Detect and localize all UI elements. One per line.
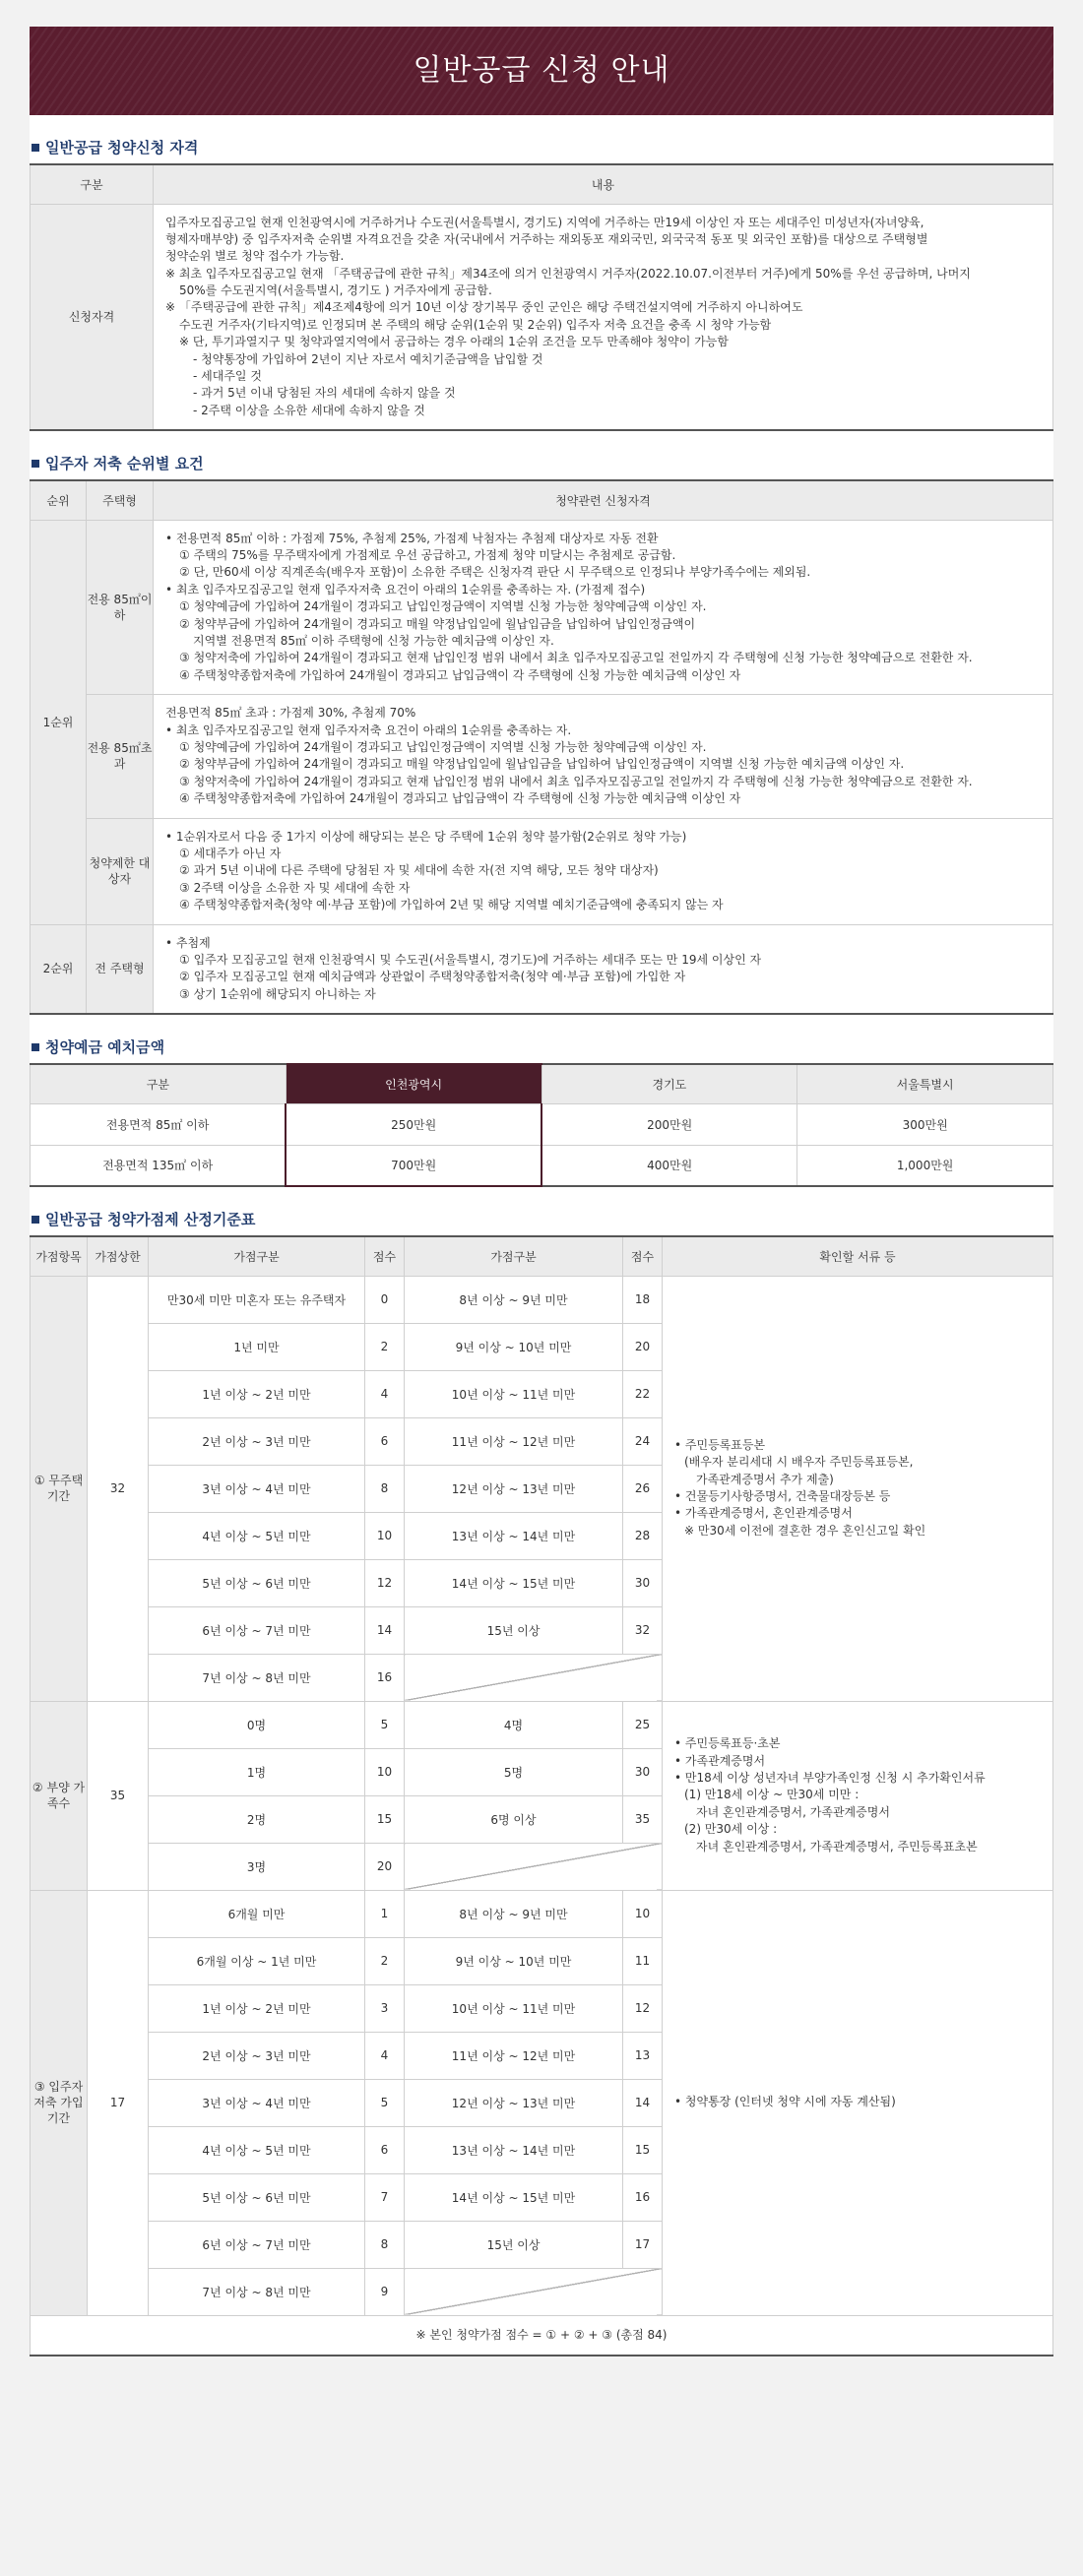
table-row (31, 1701, 1053, 1748)
points-category: 6개월 이상 ~ 1년 미만 (149, 1937, 365, 1984)
text-line: 형제자매부양) 중 입주자저축 순위별 자격요건을 갖춘 자(국내에서 거주하는 재외동포 재외국민, 외국국적 동포 및 외국인 포함)를 대상으로 주택형별 (165, 231, 928, 246)
points-category: 0명 (149, 1701, 365, 1748)
document-line: 자녀 혼인관계증명서, 가족관계증명서 (696, 1804, 890, 1819)
bullet-square-icon (32, 460, 39, 468)
points-score: 14 (623, 2079, 663, 2126)
points-score: 13 (623, 2032, 663, 2079)
type-all: 전 주택형 (87, 924, 154, 1014)
header-documents: 확인할 서류 등 (663, 1236, 1053, 1276)
points-category: 1년 이상 ~ 2년 미만 (149, 1370, 365, 1417)
text-line: ① 세대주가 아닌 자 (179, 846, 282, 860)
points-group-max: 35 (88, 1701, 149, 1890)
section-title-text: 일반공급 청약신청 자격 (45, 139, 199, 157)
deposit-row-label: 전용면적 135㎡ 이하 (31, 1145, 287, 1186)
points-category: 5명 (405, 1748, 623, 1795)
points-category: 3년 이상 ~ 4년 미만 (149, 2079, 365, 2126)
points-group-label: ① 무주택 기간 (31, 1276, 88, 1701)
header-rank: 순위 (31, 480, 87, 520)
required-documents (663, 1701, 1053, 1890)
text-line: - 청약통장에 가입하여 2년이 지난 자로서 예치기준금액을 납입할 것 (193, 351, 543, 366)
header-category: 가점구분 (405, 1236, 623, 1276)
text-line: ① 주택의 75%를 무주택자에게 가점제로 우선 공급하고, 가점제 청약 미달시는 추첨제로 공급함. (179, 548, 676, 563)
text-line: ② 입주자 모집공고일 현재 예치금액과 상관없이 주택청약종합저축(청약 예·부금 포함)에 가입한 자 (179, 970, 686, 984)
points-category: 7 (365, 2173, 405, 2221)
rank-1-label: 1순위 (31, 520, 87, 924)
section-title-text: 일반공급 청약가점제 산정기준표 (45, 1211, 256, 1229)
document-line: ※ 만30세 이전에 결혼한 경우 혼인신고일 확인 (684, 1523, 926, 1538)
points-category: 9 (365, 2268, 405, 2315)
points-score: 16 (623, 2173, 663, 2221)
points-category: 4년 이상 ~ 5년 미만 (149, 1512, 365, 1559)
page-title: 일반공급 신청 안내 (30, 27, 1053, 115)
points-category: 11년 이상 ~ 12년 미만 (405, 2032, 623, 2079)
bullet-square-icon (32, 1043, 39, 1051)
type-restricted: 청약제한 대상자 (87, 818, 154, 924)
points-score: 26 (623, 1465, 663, 1512)
text-line: ② 청약부금에 가입하여 24개월이 경과되고 매월 약정납입일에 월납입금을 납입하여 납입인정금액이 (179, 616, 696, 631)
document-line: • 주민등록표등·초본 (674, 1736, 781, 1751)
points-score: 22 (623, 1370, 663, 1417)
empty-diagonal-cell (405, 2268, 663, 2315)
points-category: 13년 이상 ~ 14년 미만 (405, 1512, 623, 1559)
text-line: 청약순위 별로 청약 접수가 가능함. (165, 249, 345, 264)
section-title-eligibility (30, 137, 1053, 157)
points-category: 8 (365, 1465, 405, 1512)
points-category: 3명 (149, 1843, 365, 1890)
points-category: 14년 이상 ~ 15년 미만 (405, 2173, 623, 2221)
page (30, 27, 1053, 2356)
points-category: 2 (365, 1937, 405, 1984)
points-category: 5 (365, 1701, 405, 1748)
points-score: 30 (623, 1559, 663, 1606)
points-category: 14 (365, 1606, 405, 1654)
text-line: • 최초 입주자모집공고일 현재 입주자저축 요건이 아래의 1순위를 충족하는 자. (165, 723, 572, 737)
points-body (31, 1276, 1053, 2315)
points-score: 18 (623, 1276, 663, 1323)
points-category: 2명 (149, 1795, 365, 1843)
points-footnote: ※ 본인 청약가점 점수 = ① + ② + ③ (총점 84) (31, 2315, 1053, 2356)
required-documents (663, 1276, 1053, 1701)
deposit-table (30, 1063, 1053, 1187)
header-category: 가점구분 (149, 1236, 365, 1276)
points-category: 7년 이상 ~ 8년 미만 (149, 1654, 365, 1701)
points-score: 25 (623, 1701, 663, 1748)
points-category: 6년 이상 ~ 7년 미만 (149, 2221, 365, 2268)
section-title-rank (30, 453, 1053, 473)
points-category: 0 (365, 1276, 405, 1323)
points-category: 5 (365, 2079, 405, 2126)
document-line: (2) 만30세 이상 : (684, 1822, 778, 1837)
deposit-value: 400만원 (542, 1145, 797, 1186)
points-category: 3 (365, 1984, 405, 2032)
text-line: • 추첨제 (165, 935, 211, 950)
points-score: 12 (623, 1984, 663, 2032)
points-category: 10 (365, 1748, 405, 1795)
points-category: 4 (365, 2032, 405, 2079)
header-type: 주택형 (87, 480, 154, 520)
points-category: 13년 이상 ~ 14년 미만 (405, 2126, 623, 2173)
text-line: 전용면적 85㎡ 초과 : 가점제 30%, 추첨제 70% (165, 706, 416, 721)
text-line: • 최초 입주자모집공고일 현재 입주자저축 요건이 아래의 1순위를 충족하는 자. (가점제 접수) (165, 582, 646, 597)
text-line: ※ 단, 투기과열지구 및 청약과열지역에서 공급하는 경우 아래의 1순위 조건을 모두 만족해야 청약이 가능함 (179, 335, 729, 349)
points-category: 9년 이상 ~ 10년 미만 (405, 1937, 623, 1984)
text-line: • 1순위자로서 다음 중 1가지 이상에 해당되는 분은 당 주택에 1순위 청약 불가함(2순위로 청약 가능) (165, 829, 687, 844)
rank1-restricted-content (154, 818, 1053, 924)
points-score: 11 (623, 1937, 663, 1984)
points-category: 15년 이상 (405, 2221, 623, 2268)
deposit-value: 1,000만원 (797, 1145, 1053, 1186)
row-label-eligibility: 신청자격 (31, 204, 154, 430)
points-category: 9년 이상 ~ 10년 미만 (405, 1323, 623, 1370)
deposit-value: 300만원 (797, 1103, 1053, 1145)
points-score: 32 (623, 1606, 663, 1654)
section-title-points (30, 1209, 1053, 1229)
deposit-row-label: 전용면적 85㎡ 이하 (31, 1103, 287, 1145)
text-line: ② 단, 만60세 이상 직계존속(배우자 포함)이 소유한 주택은 신청자격 판단 시 무주택으로 인정되나 부양가족수에는 제외됨. (179, 565, 811, 580)
eligibility-table (30, 163, 1053, 431)
points-group-max: 32 (88, 1276, 149, 1701)
points-category: 4명 (405, 1701, 623, 1748)
deposit-value: 250만원 (286, 1103, 542, 1145)
header-type: 구분 (31, 164, 154, 204)
document-line: • 청약통장 (인터넷 청약 시에 자동 계산됨) (674, 2095, 896, 2109)
points-score: 24 (623, 1417, 663, 1465)
table-row (31, 1890, 1053, 1937)
rank1-85-over-content (154, 695, 1053, 818)
header-score: 점수 (365, 1236, 405, 1276)
points-category: 1년 이상 ~ 2년 미만 (149, 1984, 365, 2032)
points-category: 1년 미만 (149, 1323, 365, 1370)
document-line: 자녀 혼인관계증명서, 가족관계증명서, 주민등록표초본 (696, 1839, 978, 1853)
points-category: 4년 이상 ~ 5년 미만 (149, 2126, 365, 2173)
points-category: 2 (365, 1323, 405, 1370)
bullet-square-icon (32, 144, 39, 152)
document-line: • 가족관계증명서 (674, 1753, 766, 1768)
required-documents (663, 1890, 1053, 2315)
text-line: 수도권 거주자(기타지역)로 인정되며 본 주택의 해당 순위(1순위 및 2순위) 입주자 저축 요건을 충족 시 청약 가능함 (179, 317, 772, 332)
text-line: 50%를 수도권지역(서울특별시, 경기도 ) 거주자에게 공급함. (179, 283, 492, 298)
points-category: 1명 (149, 1748, 365, 1795)
points-category: 12년 이상 ~ 13년 미만 (405, 2079, 623, 2126)
header-score: 점수 (623, 1236, 663, 1276)
header-incheon: 인천광역시 (286, 1064, 542, 1103)
points-score: 17 (623, 2221, 663, 2268)
deposit-value: 700만원 (286, 1145, 542, 1186)
points-category: 6 (365, 2126, 405, 2173)
document-line: • 주민등록표등본 (674, 1437, 766, 1452)
points-group-max: 17 (88, 1890, 149, 2315)
text-line: ① 청약예금에 가입하여 24개월이 경과되고 납입인정금액이 지역별 신청 가능한 청약예금액 이상인 자. (179, 599, 707, 614)
points-category: 7년 이상 ~ 8년 미만 (149, 2268, 365, 2315)
points-category: 12년 이상 ~ 13년 미만 (405, 1465, 623, 1512)
document-line: 가족관계증명서 추가 제출) (696, 1472, 834, 1486)
points-category: 20 (365, 1843, 405, 1890)
rank2-content (154, 924, 1053, 1014)
rank-2-label: 2순위 (31, 924, 87, 1014)
document-line: (1) 만18세 이상 ~ 만30세 미만 : (684, 1788, 860, 1802)
header-content: 청약관련 신청자격 (154, 480, 1053, 520)
empty-diagonal-cell (405, 1654, 663, 1701)
table-row (31, 1276, 1053, 1323)
points-group-label: ② 부양 가족수 (31, 1701, 88, 1890)
text-line: 입주자모집공고일 현재 인천광역시에 거주하거나 수도권(서울특별시, 경기도) 지역에 거주하는 만19세 이상인 자 또는 세대주인 미성년자(자녀양육, (165, 215, 924, 229)
text-line: - 세대주일 것 (193, 369, 262, 384)
text-line: ③ 상기 1순위에 해당되지 아니하는 자 (179, 986, 376, 1001)
document-line: (배우자 분리세대 시 배우자 주민등록표등본, (684, 1455, 914, 1470)
points-table (30, 1235, 1053, 2356)
points-category: 14년 이상 ~ 15년 미만 (405, 1559, 623, 1606)
points-category: 6개월 미만 (149, 1890, 365, 1937)
text-line: ① 입주자 모집공고일 현재 인천광역시 및 수도권(서울특별시, 경기도)에 거주하는 세대주 또는 만 19세 이상인 자 (179, 952, 762, 967)
points-category: 8 (365, 2221, 405, 2268)
points-category: 2년 이상 ~ 3년 미만 (149, 1417, 365, 1465)
text-line: ③ 청약저축에 가입하여 24개월이 경과되고 현재 납입인정 범위 내에서 최초 입주자모집공고일 전일까지 각 주택형에 신청 가능한 청약예금으로 전환한 자. (179, 651, 973, 665)
points-score: 30 (623, 1748, 663, 1795)
points-category: 10년 이상 ~ 11년 미만 (405, 1370, 623, 1417)
header-gyeonggi: 경기도 (542, 1064, 797, 1103)
points-category: 16 (365, 1654, 405, 1701)
points-category: 8년 이상 ~ 9년 미만 (405, 1890, 623, 1937)
points-category: 10 (365, 1512, 405, 1559)
points-score: 28 (623, 1512, 663, 1559)
points-category: 15 (365, 1795, 405, 1843)
header-type: 구분 (31, 1064, 287, 1103)
text-line: ② 과거 5년 이내에 다른 주택에 당첨된 자 및 세대에 속한 자(전 지역 해당, 모든 청약 대상자) (179, 863, 659, 878)
text-line: - 과거 5년 이내 당첨된 자의 세대에 속하지 않을 것 (193, 386, 456, 401)
header-seoul: 서울특별시 (797, 1064, 1053, 1103)
bullet-square-icon (32, 1216, 39, 1224)
type-85-over: 전용 85㎡초과 (87, 695, 154, 818)
points-category: 6명 이상 (405, 1795, 623, 1843)
points-category: 12 (365, 1559, 405, 1606)
points-category: 8년 이상 ~ 9년 미만 (405, 1276, 623, 1323)
empty-diagonal-cell (405, 1843, 663, 1890)
header-item: 가점항목 (31, 1236, 88, 1276)
points-category: 2년 이상 ~ 3년 미만 (149, 2032, 365, 2079)
text-line: ※ 「주택공급에 관한 규칙」제4조제4항에 의거 10년 이상 장기복무 중인 군인은 해당 주택건설지역에 거주하지 아니하여도 (165, 300, 803, 315)
document-line: • 만18세 이상 성년자녀 부양가족인정 신청 시 추가확인서류 (674, 1770, 986, 1785)
points-category: 10년 이상 ~ 11년 미만 (405, 1984, 623, 2032)
rank1-85-under-content (154, 520, 1053, 695)
points-category: 11년 이상 ~ 12년 미만 (405, 1417, 623, 1465)
points-category: 3년 이상 ~ 4년 미만 (149, 1465, 365, 1512)
text-line: • 전용면적 85㎡ 이하 : 가점제 75%, 추첨제 25%, 가점제 낙첨자는 추첨제 대상자로 자동 전환 (165, 531, 659, 545)
text-line: ④ 주택청약종합저축(청약 예·부금 포함)에 가입하여 2년 및 해당 지역별 예치기준금액에 충족되지 않는 자 (179, 898, 724, 912)
points-score: 35 (623, 1795, 663, 1843)
points-category: 만30세 미만 미혼자 또는 유주택자 (149, 1276, 365, 1323)
text-line: ④ 주택청약종합저축에 가입하여 24개월이 경과되고 납입금액이 각 주택형에 신청 가능한 예치금액 이상인 자 (179, 667, 741, 682)
section-title-deposit (30, 1037, 1053, 1057)
text-line: ④ 주택청약종합저축에 가입하여 24개월이 경과되고 납입금액이 각 주택형에 신청 가능한 예치금액 이상인 자 (179, 791, 741, 806)
points-group-label: ③ 입주자 저축 가입기간 (31, 1890, 88, 2315)
points-category: 6년 이상 ~ 7년 미만 (149, 1606, 365, 1654)
text-line: ③ 청약저축에 가입하여 24개월이 경과되고 현재 납입인정 범위 내에서 최초 입주자모집공고일 전일까지 각 주택형에 신청 가능한 청약예금으로 전환한 자. (179, 774, 973, 788)
text-line: ③ 2주택 이상을 소유한 자 및 세대에 속한 자 (179, 880, 411, 895)
text-line: ① 청약예금에 가입하여 24개월이 경과되고 납입인정금액이 지역별 신청 가능한 청약예금액 이상인 자. (179, 739, 707, 754)
points-category: 1 (365, 1890, 405, 1937)
header-max: 가점상한 (88, 1236, 149, 1276)
points-category: 5년 이상 ~ 6년 미만 (149, 1559, 365, 1606)
eligibility-content (154, 204, 1053, 430)
points-category: 15년 이상 (405, 1606, 623, 1654)
points-score: 10 (623, 1890, 663, 1937)
type-85-under: 전용 85㎡이하 (87, 520, 154, 695)
text-line: ② 청약부금에 가입하여 24개월이 경과되고 매월 약정납입일에 월납입금을 납입하여 납입인정금액이 지역별 신청 가능한 예치금액 이상인 자. (179, 757, 905, 772)
rank-table (30, 479, 1053, 1015)
section-title-text: 청약예금 예치금액 (45, 1038, 165, 1057)
text-line: 지역별 전용면적 85㎡ 이하 주택형에 신청 가능한 예치금액 이상인 자. (193, 634, 554, 649)
header-content: 내용 (154, 164, 1053, 204)
points-category: 5년 이상 ~ 6년 미만 (149, 2173, 365, 2221)
points-score: 15 (623, 2126, 663, 2173)
points-category: 6 (365, 1417, 405, 1465)
points-category: 4 (365, 1370, 405, 1417)
text-line: - 2주택 이상을 소유한 세대에 속하지 않을 것 (193, 403, 425, 417)
document-line: • 가족관계증명서, 혼인관계증명서 (674, 1506, 853, 1521)
section-title-text: 입주자 저축 순위별 요건 (45, 455, 204, 473)
text-line: ※ 최초 입주자모집공고일 현재 「주택공급에 관한 규칙」제34조에 의거 인천광역시 거주자(2022.10.07.이전부터 거주)에게 50%를 우선 공급하며, 나머지 (165, 266, 971, 281)
document-line: • 건물등기사항증명서, 건축물대장등본 등 (674, 1489, 891, 1504)
deposit-value: 200만원 (542, 1103, 797, 1145)
points-score: 20 (623, 1323, 663, 1370)
